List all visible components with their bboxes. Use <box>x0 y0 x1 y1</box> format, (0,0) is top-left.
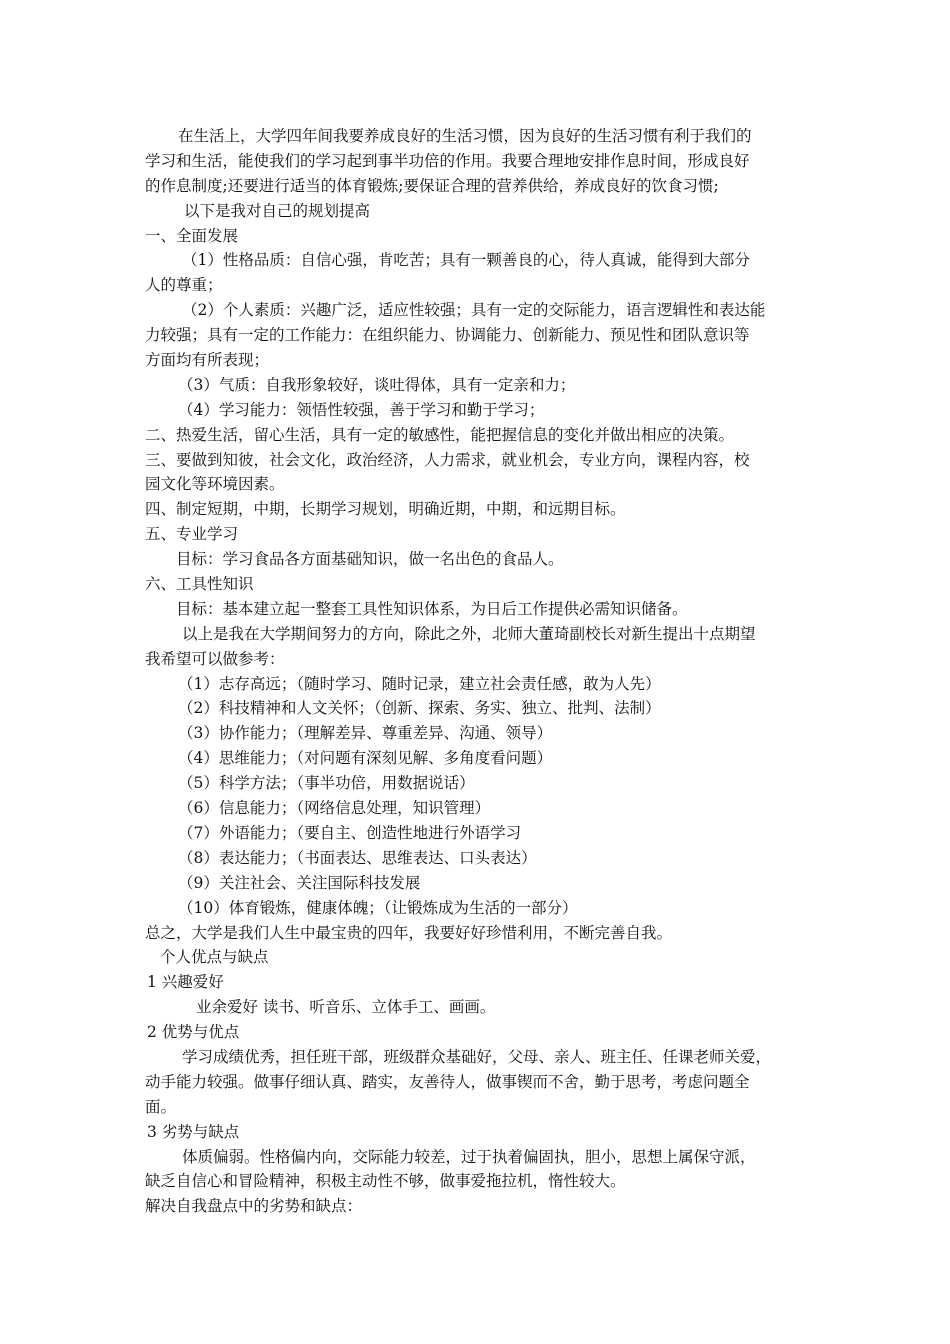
section-heading: 三、要做到知彼，社会文化，政治经济，人力需求，就业机会，专业方向，课程内容，校 <box>145 450 750 469</box>
paragraph-line: （1）性格品质：自信心强，肯吃苦；具有一颗善良的心，待人真诚，能得到大部分 <box>182 251 750 270</box>
section-heading: 个人优点与缺点 <box>160 948 269 967</box>
paragraph-line: （2）个人素质：兴趣广泛，适应性较强；具有一定的交际能力，语言逻辑性和表达能 <box>182 301 766 320</box>
paragraph-line: 动手能力较强。做事仔细认真、踏实，友善待人，做事锲而不舍，勤于思考，考虑问题全 <box>145 1072 750 1091</box>
list-item: （2）科技精神和人文关怀；（创新、探索、务实、独立、批判、法制） <box>178 699 661 718</box>
list-item: （6）信息能力；（网络信息处理，知识管理） <box>178 799 491 818</box>
list-item: （3）协作能力；（理解差异、尊重差异、沟通、领导） <box>178 724 553 743</box>
section-heading: 四、制定短期，中期，长期学习规划，明确近期，中期，和远期目标。 <box>145 500 626 519</box>
list-item: （7）外语能力；（要自主、创造性地进行外语学习 <box>178 823 522 842</box>
list-item: （4）思维能力；（对问题有深刻见解、多角度看问题） <box>178 749 553 768</box>
paragraph-line: 业余爱好 读书、听音乐、立体手工、画画。 <box>196 998 496 1017</box>
section-heading: 五、专业学习 <box>145 525 239 544</box>
paragraph-line: 我希望可以做参考： <box>145 649 285 668</box>
section-heading: 一、全面发展 <box>145 226 239 245</box>
list-item: （5）科学方法；（事半功倍，用数据说话） <box>178 774 475 793</box>
list-item: （10）体育锻炼，健康体魄；（让锻炼成为生活的一部分） <box>178 898 578 917</box>
section-heading: 1 兴趣爱好 <box>147 973 224 992</box>
paragraph-line: 缺乏自信心和冒险精神，积极主动性不够，做事爱拖拉机，惰性较大。 <box>145 1172 626 1191</box>
section-heading: 二、热爱生活，留心生活，具有一定的敏感性，能把握信息的变化并做出相应的决策。 <box>145 425 735 444</box>
paragraph-line: 园文化等环境因素。 <box>145 475 285 494</box>
paragraph-line: 以上是我在大学期间努力的方向，除此之外，北师大董琦副校长对新生提出十点期望 <box>182 624 756 643</box>
paragraph-line: （3）气质：自我形象较好，谈吐得体，具有一定亲和力； <box>178 375 576 394</box>
paragraph-line: 方面均有所表现； <box>145 351 270 370</box>
paragraph-line: 体质偏弱。性格偏内向，交际能力较差，过于执着偏固执，胆小，思想上属保守派， <box>182 1147 756 1166</box>
paragraph-line: 面。 <box>145 1097 177 1116</box>
paragraph-line: 目标：基本建立起一整套工具性知识体系，为日后工作提供必需知识储备。 <box>176 599 688 618</box>
paragraph-line: 解决自我盘点中的劣势和缺点： <box>145 1197 363 1216</box>
paragraph-line: 目标：学习食品各方面基础知识，做一名出色的食品人。 <box>176 550 564 569</box>
section-heading: 六、工具性知识 <box>145 575 254 594</box>
document-body <box>0 124 950 1219</box>
paragraph-line: 力较强；具有一定的工作能力：在组织能力、协调能力、创新能力、预见性和团队意识等 <box>145 326 750 345</box>
list-item: （1）志存高远；（随时学习、随时记录，建立社会责任感，敢为人先） <box>178 674 661 693</box>
section-heading: 3 劣势与缺点 <box>147 1122 240 1141</box>
paragraph-line: 人的尊重； <box>145 276 223 295</box>
list-item: （8）表达能力；（书面表达、思维表达、口头表达） <box>178 848 537 867</box>
paragraph-line: 的作息制度;还要进行适当的体育锻炼;要保证合理的营养供给，养成良好的饮食习惯; <box>145 176 719 195</box>
paragraph-line: 总之，大学是我们人生中最宝贵的四年，我要好好珍惜利用，不断完善自我。 <box>145 923 673 942</box>
section-heading: 2 优势与优点 <box>147 1023 240 1042</box>
paragraph-line: 学习和生活，能使我们的学习起到事半功倍的作用。我要合理地安排作息时间，形成良好 <box>145 151 750 170</box>
paragraph-line: 以下是我对自己的规划提高 <box>184 201 371 220</box>
paragraph-line: 在生活上，大学四年间我要养成良好的生活习惯，因为良好的生活习惯有利于我们的 <box>178 127 752 145</box>
paragraph-line: （4）学习能力：领悟性较强，善于学习和勤于学习； <box>178 400 545 419</box>
paragraph-line: 学习成绩优秀，担任班干部，班级群众基础好，父母、亲人、班主任、任课老师关爱， <box>182 1047 772 1066</box>
list-item: （9）关注社会、关注国际科技发展 <box>178 873 421 892</box>
